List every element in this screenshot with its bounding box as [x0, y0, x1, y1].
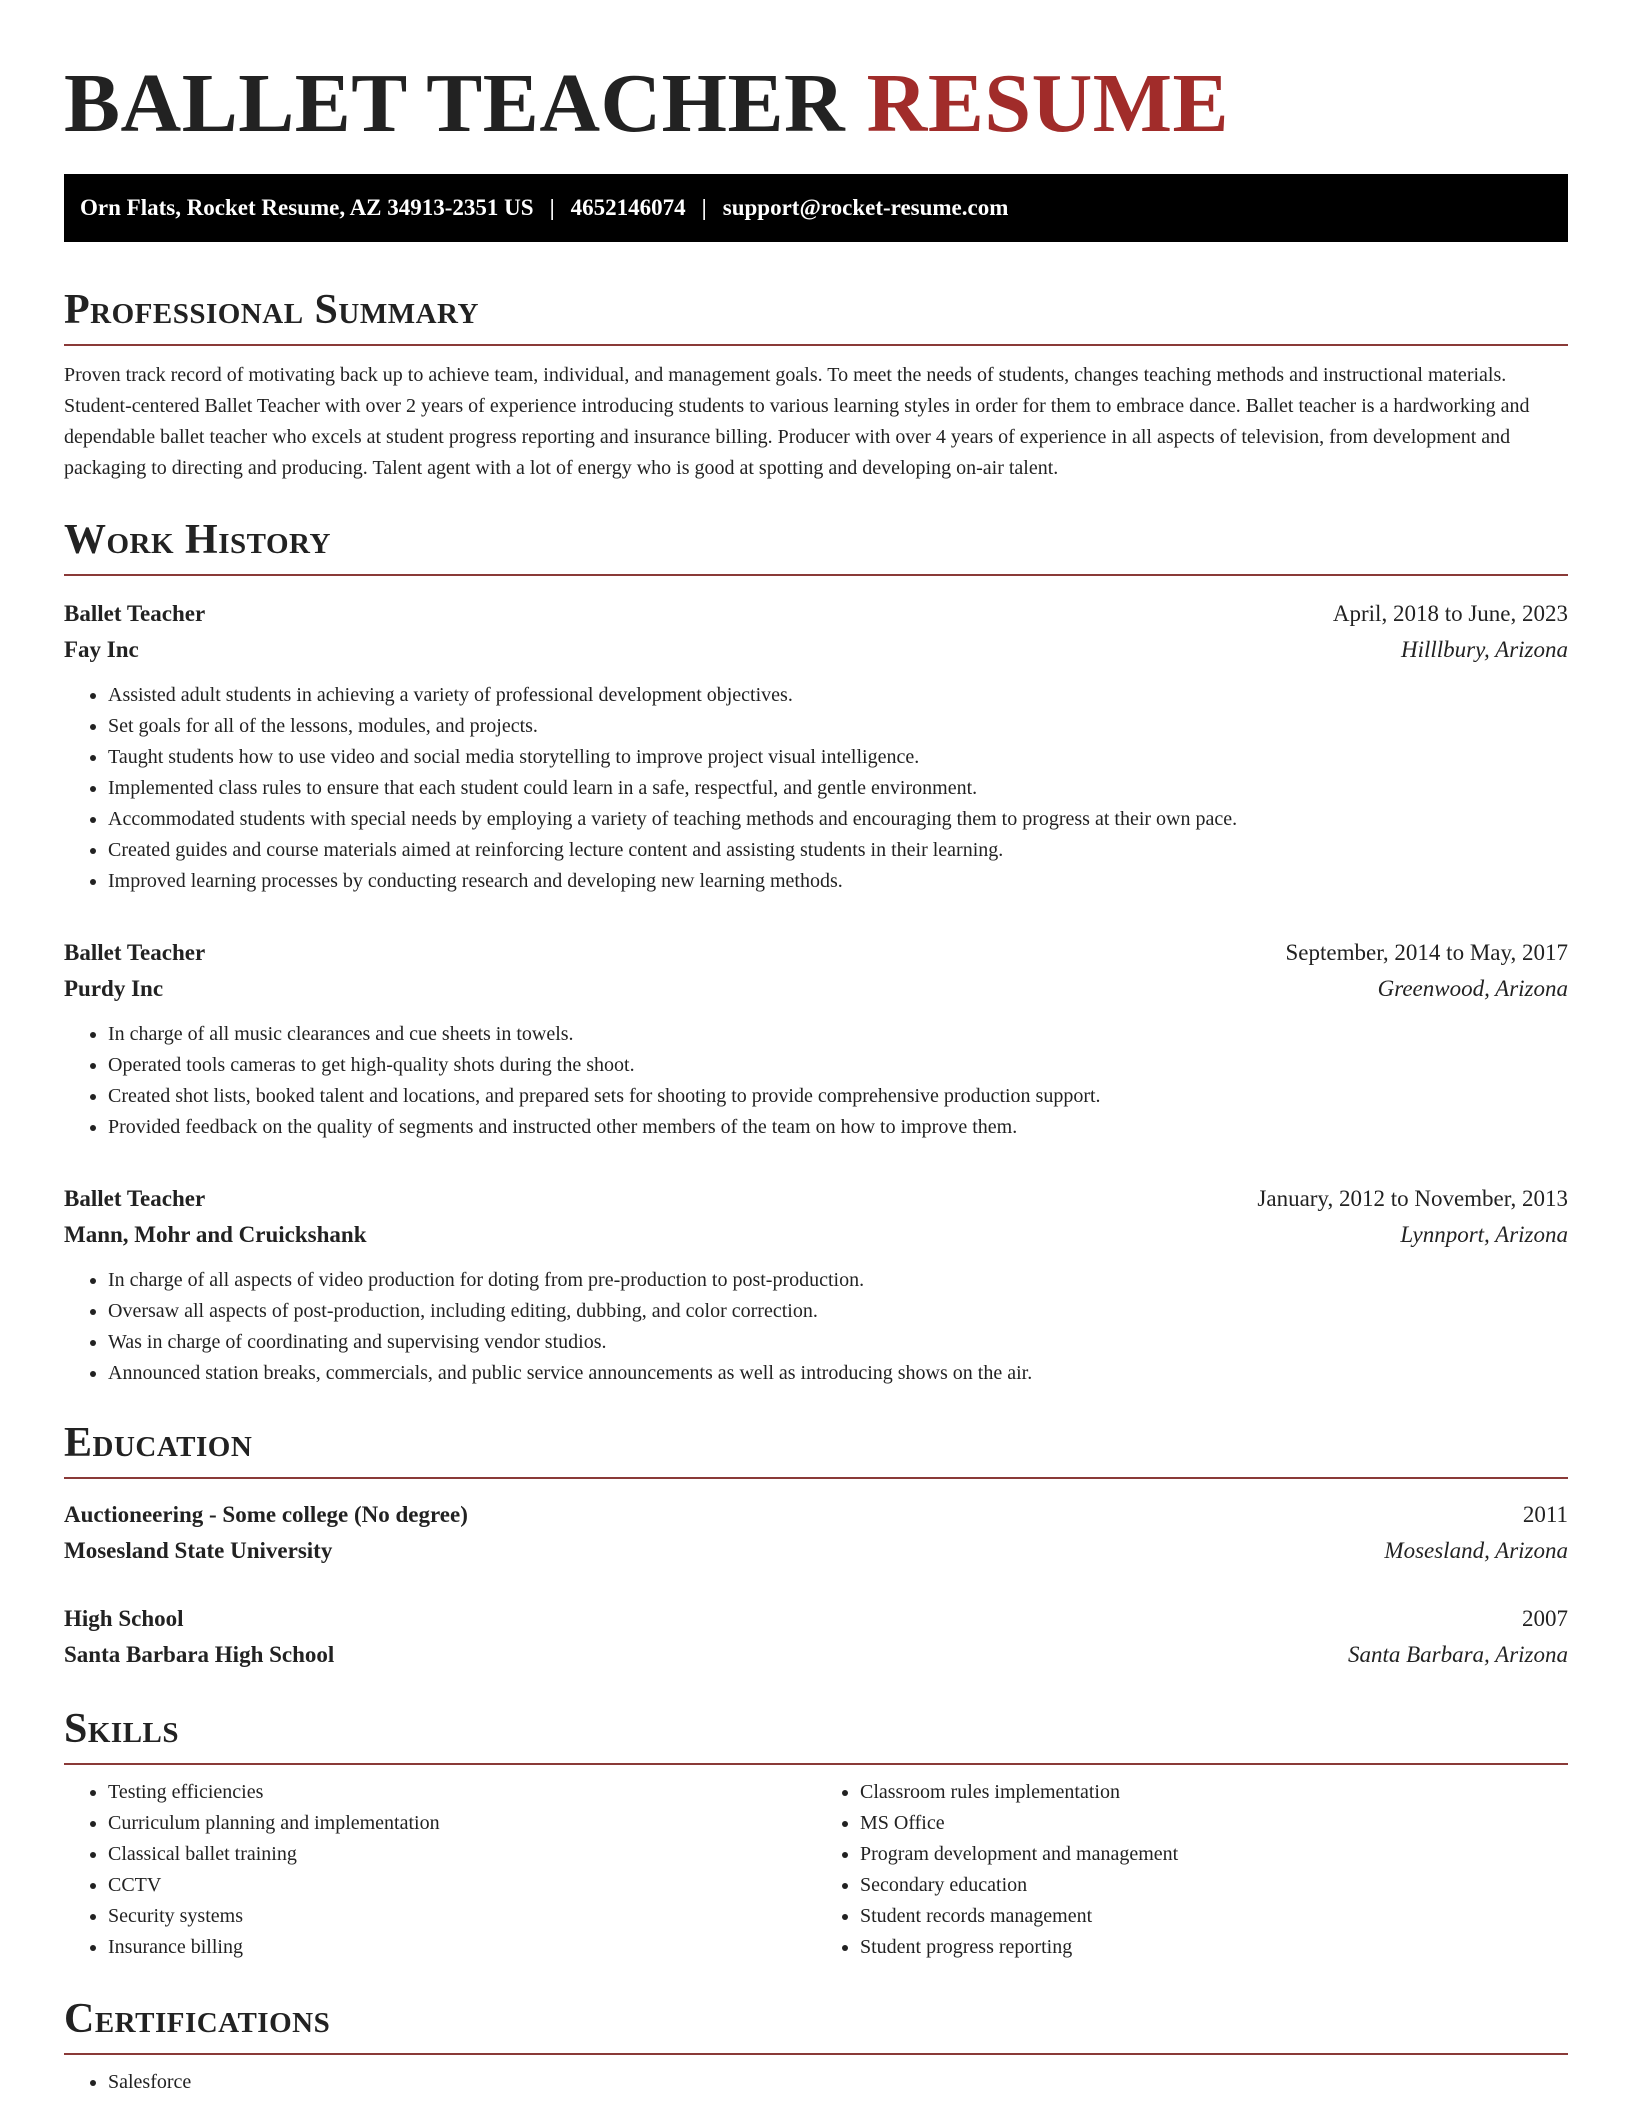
work-history-section: [64, 514, 1568, 1389]
job-bullet: • Was in charge of coordinating and supervising vendor studios.: [108, 1327, 1568, 1358]
education-degree: Auctioneering - Some college (No degree): [64, 1502, 468, 1527]
job-bullet: • Assisted adult students in achieving a variety of professional development objectives.: [108, 680, 1568, 711]
job-bullet: • In charge of all aspects of video production for doting from pre-production to post-production.: [108, 1265, 1568, 1296]
job-title: Ballet Teacher: [64, 1186, 206, 1211]
job-bullets: [64, 1019, 1568, 1143]
job-company: Purdy Inc: [64, 976, 164, 1001]
job-location: Hilllbury, Arizona: [1401, 637, 1568, 662]
job-bullet: • Improved learning processes by conducting research and developing new learning methods.: [108, 866, 1568, 897]
job-bullets: [64, 680, 1568, 897]
education-location: Santa Barbara, Arizona: [1347, 1642, 1568, 1667]
education-school-row: [64, 1533, 1568, 1569]
education-degree-row: [64, 1601, 1568, 1637]
resume-title: [64, 56, 1568, 152]
summary-text: Proven track record of motivating back up to achieve team, individual, and management goals. To meet the needs of students, changes teaching methods and instructional materials. Student-centered Ballet Teacher with over 2 years of experience introducing students to various learning styles in order for them to embrace dance. Ballet teacher is a hardworking and dependable ballet teacher who excels at student progress reporting and insurance billing. Producer with over 4 years of experience in all aspects of television, from development and packaging to directing and producing. Talent agent with a lot of energy who is good at spotting and developing on-air talent.: [64, 364, 1530, 479]
education-section: [64, 1417, 1568, 1673]
contact-phone: 4652146074: [570, 195, 686, 220]
skills-section: [64, 1703, 1568, 1963]
skill-item: • Classroom rules implementation: [860, 1777, 1568, 1808]
job-company: Fay Inc: [64, 637, 139, 662]
job-company: Mann, Mohr and Cruickshank: [64, 1222, 367, 1247]
job-title: Ballet Teacher: [64, 940, 206, 965]
skill-item: • CCTV: [108, 1870, 816, 1901]
job-bullets: [64, 1265, 1568, 1389]
skills-heading: Skills: [64, 1703, 1568, 1765]
job-bullet: • Announced station breaks, commercials, and public service announcements as well as introducing shows on the air.: [108, 1358, 1568, 1389]
job-bullet: • Accommodated students with special needs by employing a variety of teaching methods and encouraging them to progress at their own pace.: [108, 804, 1568, 835]
summary-section: [64, 284, 1568, 484]
contact-separator: |: [701, 195, 707, 220]
job-location: Lynnport, Arizona: [1400, 1222, 1568, 1247]
skill-item: • Classical ballet training: [108, 1839, 816, 1870]
skill-item: • Secondary education: [860, 1870, 1568, 1901]
contact-email: support@rocket-resume.com: [722, 195, 1009, 220]
job-bullet: • Created guides and course materials aimed at reinforcing lecture content and assisting students in their learning.: [108, 835, 1568, 866]
education-heading: Education: [64, 1417, 1568, 1479]
education-year: 2011: [1522, 1502, 1568, 1527]
education-degree-row: [64, 1497, 1568, 1533]
job-header-row: [64, 935, 1568, 971]
skills-left-column: [64, 1777, 816, 1963]
job-header-row: [64, 596, 1568, 632]
job-dates: April, 2018 to June, 2023: [1332, 601, 1568, 626]
education-school: Mosesland State University: [64, 1538, 333, 1563]
job-entry: [64, 596, 1568, 897]
job-bullet: • In charge of all music clearances and cue sheets in towels.: [108, 1019, 1568, 1050]
education-year: 2007: [1522, 1606, 1568, 1631]
education-degree: High School: [64, 1606, 184, 1631]
job-bullet: • Created shot lists, booked talent and locations, and prepared sets for shooting to provide comprehensive production support.: [108, 1081, 1568, 1112]
education-entry: [64, 1497, 1568, 1569]
skill-item: • Testing efficiencies: [108, 1777, 816, 1808]
skill-item: • Curriculum planning and implementation: [108, 1808, 816, 1839]
job-bullet: • Oversaw all aspects of post-production, including editing, dubbing, and color correction.: [108, 1296, 1568, 1327]
job-dates: January, 2012 to November, 2013: [1257, 1186, 1568, 1211]
job-title: Ballet Teacher: [64, 601, 206, 626]
job-company-row: [64, 632, 1568, 668]
education-school-row: [64, 1637, 1568, 1673]
skill-item: • Insurance billing: [108, 1932, 816, 1963]
skill-item: • Student progress reporting: [860, 1932, 1568, 1963]
skills-grid: [64, 1777, 1568, 1963]
job-bullet: • Operated tools cameras to get high-quality shots during the shoot.: [108, 1050, 1568, 1081]
skill-item: • Student records management: [860, 1901, 1568, 1932]
job-bullet: • Taught students how to use video and social media storytelling to improve project visual intelligence.: [108, 742, 1568, 773]
skill-item: • Security systems: [108, 1901, 816, 1932]
certifications-section: [64, 1993, 1568, 2098]
job-entry: [64, 1181, 1568, 1389]
certification-item: • Salesforce: [108, 2067, 1568, 2098]
education-entry: [64, 1601, 1568, 1673]
certifications-heading: Certifications: [64, 1993, 1568, 2055]
job-bullet: • Set goals for all of the lessons, modules, and projects.: [108, 711, 1568, 742]
education-location: Mosesland, Arizona: [1384, 1538, 1568, 1563]
title-accent: RESUME: [866, 57, 1230, 150]
title-main: BALLET TEACHER: [64, 57, 846, 150]
contact-bar: [64, 174, 1568, 242]
job-dates: September, 2014 to May, 2017: [1285, 940, 1568, 965]
skills-right-column: [816, 1777, 1568, 1963]
skill-item: • Program development and management: [860, 1839, 1568, 1870]
job-entry: [64, 935, 1568, 1143]
job-bullet: • Provided feedback on the quality of segments and instructed other members of the team on how to improve them.: [108, 1112, 1568, 1143]
contact-address: Orn Flats, Rocket Resume, AZ 34913-2351 US: [80, 195, 534, 220]
contact-separator: |: [549, 195, 555, 220]
summary-heading: Professional Summary: [64, 284, 1568, 346]
job-company-row: [64, 1217, 1568, 1253]
job-company-row: [64, 971, 1568, 1007]
education-school: Santa Barbara High School: [64, 1642, 335, 1667]
skill-item: • MS Office: [860, 1808, 1568, 1839]
job-header-row: [64, 1181, 1568, 1217]
job-bullet: • Implemented class rules to ensure that each student could learn in a safe, respectful, and gentle environment.: [108, 773, 1568, 804]
job-location: Greenwood, Arizona: [1377, 976, 1568, 1001]
certifications-list: [64, 2067, 1568, 2098]
work-history-heading: Work History: [64, 514, 1568, 576]
